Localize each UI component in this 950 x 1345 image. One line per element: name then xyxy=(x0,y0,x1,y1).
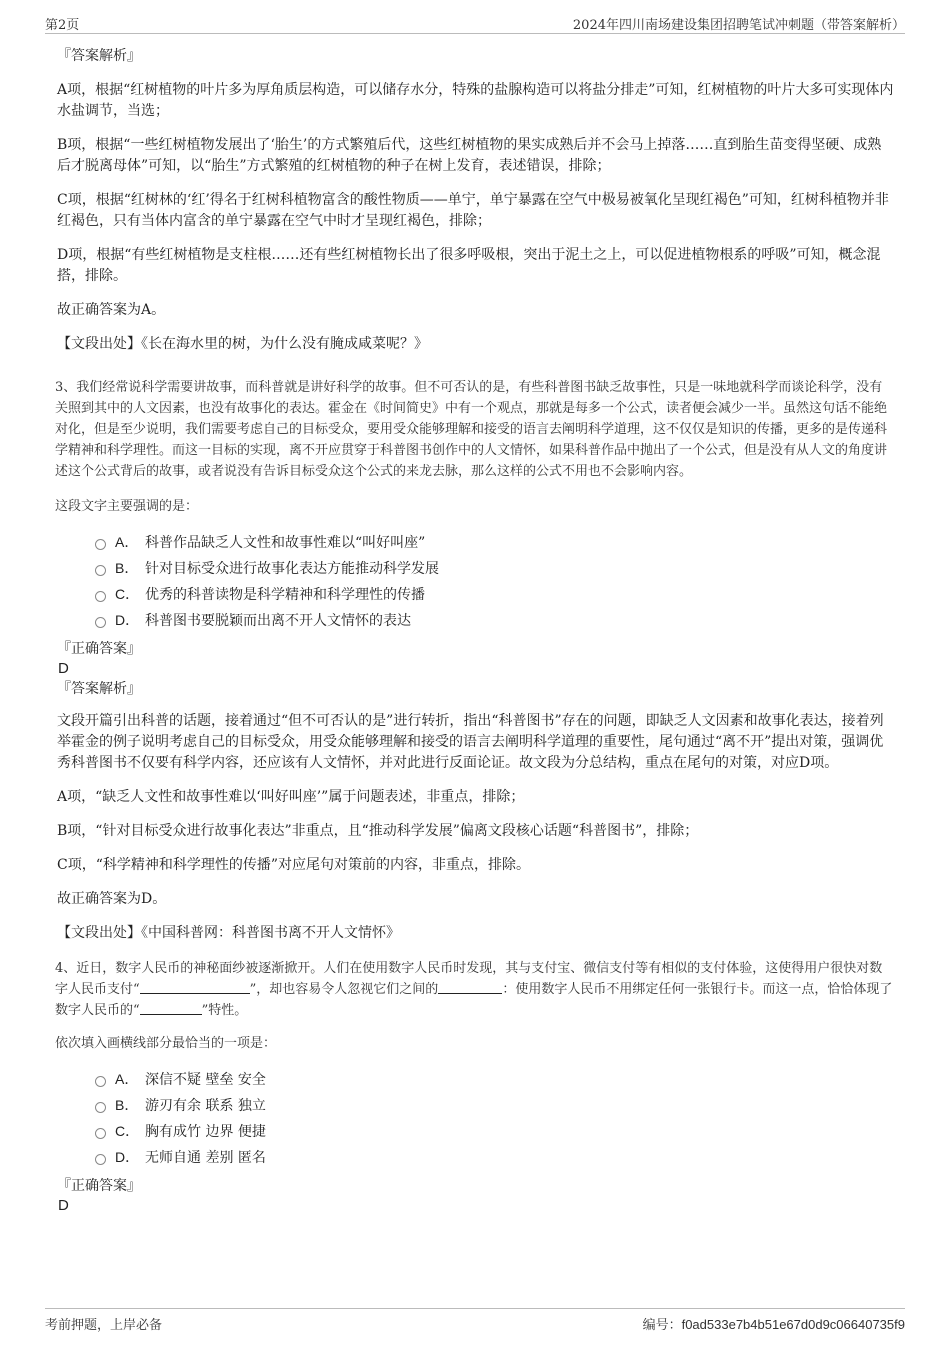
q3-option-c[interactable] xyxy=(95,581,895,607)
document-code-label: 编号： xyxy=(642,1318,682,1333)
q3-source: 【文段出处】《中国科普网：科普图书离不开人文情怀》 xyxy=(57,925,400,941)
q4-passage-part1: 4、近日，数字人民币的神秘面纱被逐渐掀开。人们在使用数字人民币时发现，其与支付宝、微信支付等有相似的支付体验，这使得用户很快对数字人民币支付“ xyxy=(55,961,883,997)
page-footer xyxy=(45,1308,905,1336)
option-letter: B． xyxy=(115,560,139,576)
q4-passage-part4: ”特性。 xyxy=(201,1003,248,1018)
radio-icon[interactable] xyxy=(95,1128,106,1139)
q4-blank-3 xyxy=(140,1001,202,1015)
q3-analysis-b: B项，“针对目标受众进行故事化表达”非重点，且“推动科学发展”偏离文段核心话题“科普图书”，排除； xyxy=(57,823,699,839)
q4-question: 依次填入画横线部分最恰当的一项是： xyxy=(55,1036,277,1051)
q4-option-a[interactable] xyxy=(95,1066,895,1092)
q3-analysis-c: C项，“科学精神和科学理性的传播”对应尾句对策前的内容，非重点，排除。 xyxy=(57,857,531,873)
q3-question: 这段文字主要强调的是： xyxy=(55,499,199,514)
q3-options xyxy=(95,529,895,633)
option-text: 科普作品缺乏人文性和故事性难以“叫好叫座” xyxy=(145,535,426,551)
q4-option-b[interactable] xyxy=(95,1092,895,1118)
q3-answer: D xyxy=(58,660,69,677)
q4-blank-2 xyxy=(438,980,502,994)
q2-analysis-d: D项，根据“有些红树植物是支柱根……还有些红树植物长出了很多呼吸根，突出于泥土之上，可以促进植物根系的呼吸”可知，概念混搭，排除。 xyxy=(57,247,881,284)
radio-icon[interactable] xyxy=(95,591,106,602)
q4-option-d[interactable] xyxy=(95,1144,895,1170)
q3-option-d[interactable] xyxy=(95,607,895,633)
radio-icon[interactable] xyxy=(95,539,106,550)
option-letter: D． xyxy=(115,612,140,628)
q3-passage: 3、我们经常说科学需要讲故事，而科普就是讲好科学的故事。但不可否认的是，有些科普图书缺乏故事性，只是一味地就科学而谈论科学，没有关照到其中的人文因素，也没有故事化的表达。霍金在《时间简史》中有一个观点，那就是每多一个公式，读者便会减少一半。虽然这句话不能绝对化，但是至少说明，我们需要考虑自己的目标受众，要用受众能够理解和接受的语言去阐明科学道理，这不仅仅是知识的传播，更多的是传递科学精神和科学理性。而这一目标的实现，离不开应贯穿于科普图书创作中的人文情怀，如果科普作品中抛出了一个公式，但是没有从人文的角度讲述这个公式背后的故事，或者说没有告诉目标受众这个公式的来龙去脉，那么这样的公式不用也不会影响内容。 xyxy=(55,380,888,479)
option-text: 无师自通 差别 匿名 xyxy=(145,1150,266,1166)
option-text: 深信不疑 壁垒 安全 xyxy=(145,1072,266,1088)
q2-source: 【文段出处】《长在海水里的树，为什么没有腌成咸菜呢？》 xyxy=(57,336,428,352)
page-number: 第2页 xyxy=(45,18,80,33)
q4-options xyxy=(95,1066,895,1170)
q3-answer-label: 『正确答案』 xyxy=(57,641,141,657)
option-letter: C． xyxy=(115,586,140,602)
option-text: 针对目标受众进行故事化表达方能推动科学发展 xyxy=(145,561,439,577)
q3-analysis-a: A项，“缺乏人文性和故事性难以‘叫好叫座’”属于问题表述，非重点，排除； xyxy=(57,789,525,805)
q3-analysis-label: 『答案解析』 xyxy=(57,681,141,697)
q4-blank-1 xyxy=(140,980,250,994)
option-text: 科普图书要脱颖而出离不开人文情怀的表达 xyxy=(145,613,411,629)
option-text: 优秀的科普读物是科学精神和科学理性的传播 xyxy=(145,587,425,603)
q2-analysis-c: C项，根据“红树林的‘红’得名于红树科植物富含的酸性物质——单宁，单宁暴露在空气中极易被氧化呈现红褐色”可知，红树科植物并非红褐色，只有当体内富含的单宁暴露在空气中时才呈现红褐色，排除； xyxy=(57,192,889,229)
page-content xyxy=(55,46,895,1216)
option-letter: C． xyxy=(115,1123,140,1139)
q3-conclusion: 故正确答案为D。 xyxy=(57,891,167,907)
q4-option-c[interactable] xyxy=(95,1118,895,1144)
radio-icon[interactable] xyxy=(95,1102,106,1113)
radio-icon[interactable] xyxy=(95,617,106,628)
document-code xyxy=(643,1314,905,1333)
option-letter: D． xyxy=(115,1149,140,1165)
q4-passage-part3: ：使用数字人民币不用绑定任何一张银行卡。而这一点，恰恰体现了数字人民币的“ xyxy=(55,982,893,1018)
option-text: 游刃有余 联系 独立 xyxy=(145,1098,266,1114)
radio-icon[interactable] xyxy=(95,1154,106,1165)
q2-analysis-label: 『答案解析』 xyxy=(57,48,141,64)
option-text: 胸有成竹 边界 便捷 xyxy=(145,1124,266,1140)
q2-conclusion: 故正确答案为A。 xyxy=(57,302,166,318)
footer-slogan: 考前押题，上岸必备 xyxy=(45,1318,163,1333)
document-title: 2024年四川南场建设集团招聘笔试冲刺题（带答案解析） xyxy=(572,18,905,33)
q3-option-b[interactable] xyxy=(95,555,895,581)
q4-answer-label: 『正确答案』 xyxy=(57,1178,141,1194)
page-header xyxy=(45,12,905,34)
q4-passage xyxy=(55,958,895,1021)
document-code-value: f0ad533e7b4b51e67d0d9c06640735f9 xyxy=(681,1317,905,1332)
q4-answer: D xyxy=(58,1197,69,1214)
q2-analysis-a: A项，根据“红树植物的叶片多为厚角质层构造，可以储存水分，特殊的盐腺构造可以将盐分排走”可知，红树植物的叶片大多可实现体内水盐调节，当选； xyxy=(57,82,894,119)
q2-analysis-b: B项，根据“一些红树植物发展出了‘胎生’的方式繁殖后代，这些红树植物的果实成熟后并不会马上掉落……直到胎生苗变得坚硬、成熟后才脱离母体”可知，以“胎生”方式繁殖的红树植物的种子在树上发育，表述错误，排除； xyxy=(57,137,882,174)
option-letter: B． xyxy=(115,1097,139,1113)
q4-passage-part2: ”，却也容易令人忽视它们之间的 xyxy=(249,982,439,997)
option-letter: A． xyxy=(115,534,139,550)
radio-icon[interactable] xyxy=(95,1076,106,1087)
q3-analysis: 文段开篇引出科普的话题，接着通过“但不可否认的是”进行转折，指出“科普图书”存在的问题，即缺乏人文因素和故事化表达，接着列举霍金的例子说明考虑自己的目标受众，用受众能够理解和接受的语言去阐明科学道理的重要性，尾句通过“离不开”提出对策，强调优秀科普图书不仅要有科学内容，还应该有人文情怀，并对此进行反面论证。故文段为分总结构，重点在尾句的对策，对应D项。 xyxy=(57,713,884,771)
q3-option-a[interactable] xyxy=(95,529,895,555)
option-letter: A． xyxy=(115,1071,139,1087)
radio-icon[interactable] xyxy=(95,565,106,576)
